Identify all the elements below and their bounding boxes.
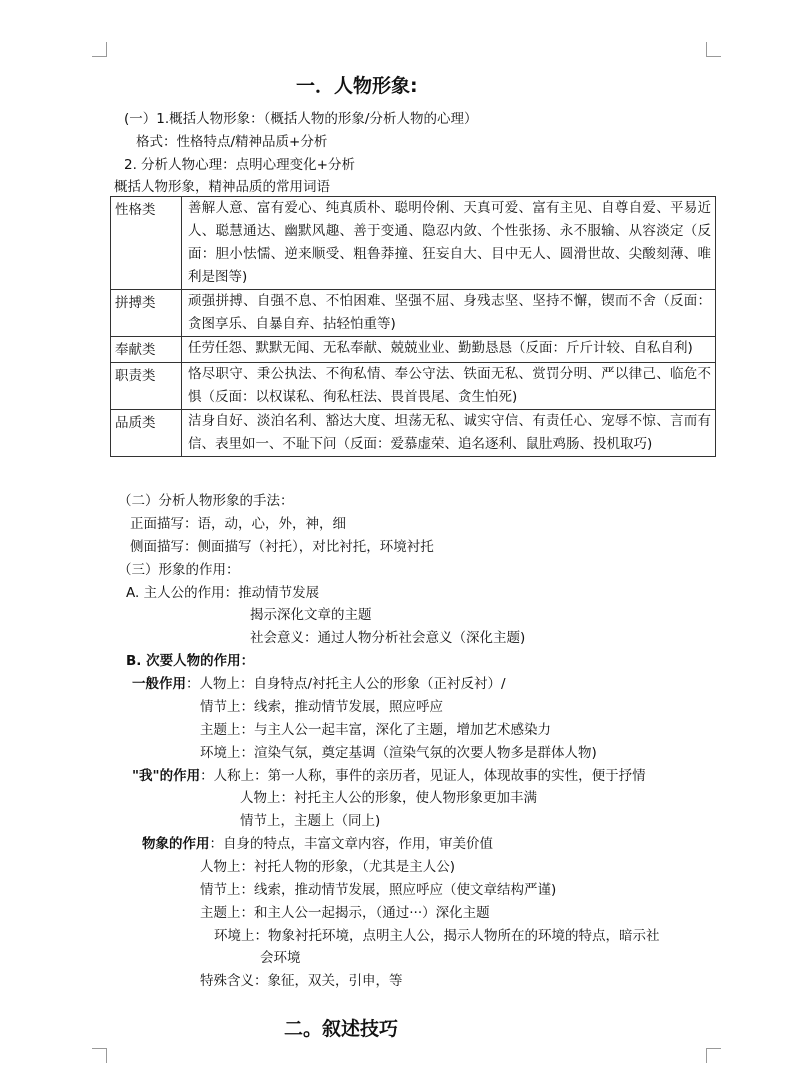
text-line: B. 次要人物的作用： [126,653,255,669]
words-cell: 洁身自好、淡泊名利、豁达大度、坦荡无私、诚实守信、有责任心、宠辱不惊、言而有信、表里如一、不耻下问（反面：爱慕虚荣、追名逐利、鼠肚鸡肠、投机取巧) [182,410,716,457]
text-line: 环境上：物象衬托环境，点明主人公，揭示人物所在的环境的特点，暗示社 [214,928,660,944]
text-line: 2. 分析人物心理：点明心理变化+分析 [124,157,355,173]
text-line: 主题上：与主人公一起丰富，深化了主题，增加艺术感染力 [200,722,551,738]
text-line: A. 主人公的作用：推动情节发展 [126,585,320,601]
text-line: 情节上：线索，推动情节发展，照应呼应（使文章结构严谨) [200,882,557,898]
text-line: 人物上：衬托人物的形象，（尤其是主人公) [200,859,456,875]
text-line [132,766,646,786]
crop-mark-top-left [92,42,107,57]
text-line: （三）形象的作用： [118,562,240,578]
words-cell: 恪尽职守、秉公执法、不徇私情、奉公守法、铁面无私、赏罚分明、严以律己、临危不惧（反面：以权谋私、徇私枉法、畏首畏尾、贪生怕死) [182,363,716,410]
text-line: 社会意义：通过人物分析社会意义（深化主题) [250,630,526,646]
text-line: （二）分析人物形象的手法： [118,493,294,509]
text-line: 主题上：和主人公一起揭示，（通过···）深化主题 [200,905,490,921]
bold-label: 一般作用 [132,676,186,692]
bold-label: "我"的作用 [132,768,201,784]
text-line: (一）1.概括人物形象：（概括人物的形象/分析人物的心理） [124,111,478,127]
bold-label: 物象的作用 [142,836,210,852]
table-row [111,197,716,290]
text-line: 人物上：衬托主人公的形象，使人物形象更加丰满 [240,790,537,806]
crop-mark-top-right [706,42,721,57]
text-line [132,674,506,694]
crop-mark-bottom-left [92,1048,107,1063]
text-line: 侧面描写：侧面描写（衬托），对比衬托，环境衬托 [130,539,434,555]
text-line: 情节上，主题上（同上) [240,813,381,829]
category-cell: 拼搏类 [111,290,182,337]
text-line: 概括人物形象，精神品质的常用词语 [114,179,330,195]
text-line: 格式：性格特点/精神品质+分析 [136,134,328,150]
table-row [111,290,716,337]
line-text: ：人物上：自身特点/衬托主人公的形象（正衬反衬）/ [186,676,506,692]
text-line: 揭示深化文章的主题 [250,607,372,623]
category-cell: 奉献类 [111,337,182,363]
text-line: 正面描写：语，动，心，外，神，细 [130,516,346,532]
line-text: ：人称上：第一人称，事件的亲历者，见证人，体现故事的实性，便于抒情 [200,768,646,784]
crop-mark-bottom-right [706,1048,721,1063]
table-row [111,363,716,410]
vocabulary-table [110,196,716,457]
category-cell: 性格类 [111,197,182,290]
words-cell: 善解人意、富有爱心、纯真质朴、聪明伶俐、天真可爱、富有主见、自尊自爱、平易近人、聪慧通达、幽默风趣、善于变通、隐忍内敛、个性张扬、永不服输、从容淡定（反面：胆小怯懦、逆来顺受、粗鲁莽撞、狂妄自大、目中无人、圆滑世故、尖酸刻薄、唯利是图等) [182,197,716,290]
section-title-1: 一．人物形象: [296,75,418,97]
table-row [111,337,716,363]
text-line: 特殊含义：象征，双关，引申，等 [200,973,403,989]
text-line: 环境上：渲染气氛，奠定基调（渲染气氛的次要人物多是群体人物) [200,745,597,761]
section-title-2: 二。叙述技巧 [284,1018,399,1040]
category-cell: 职责类 [111,363,182,410]
line-text: ：自身的特点，丰富文章内容，作用，审美价值 [209,836,493,852]
category-cell: 品质类 [111,410,182,457]
words-cell: 顽强拼搏、自强不息、不怕困难、坚强不屈、身残志坚、坚持不懈，锲而不舍（反面：贪图享乐、自暴自弃、拈轻怕重等) [182,290,716,337]
table-row [111,410,716,457]
text-line [142,834,493,854]
text-line: 会环境 [260,950,301,966]
text-line: 情节上：线索，推动情节发展，照应呼应 [200,699,443,715]
words-cell: 任劳任怨、默默无闻、无私奉献、兢兢业业、勤勤恳恳（反面：斤斤计较、自私自利) [182,337,716,363]
